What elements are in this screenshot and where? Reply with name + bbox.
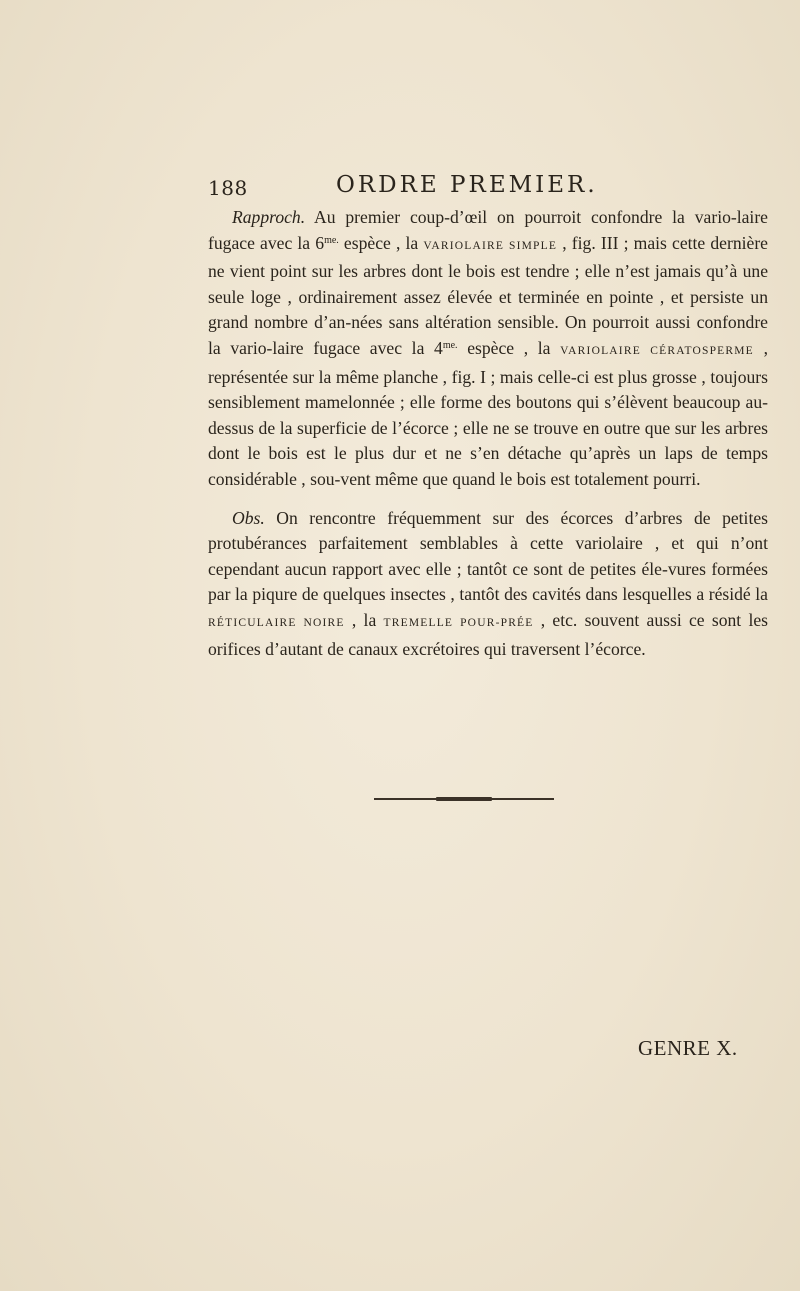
running-head [208,172,768,206]
running-title: ORDRE PREMIER. [336,172,598,198]
species-name: VARIOLAIRE SIMPLE [423,239,558,252]
page-number: 188 [208,176,248,200]
body-text [208,205,768,662]
species-name: VARIOLAIRE CÉRATOSPERME [560,344,754,357]
section-divider-rule [374,798,554,800]
paragraph-lead: Obs. [232,507,265,528]
catchword: GENRE X. [638,1036,738,1060]
paragraph-observations: Obs. On rencontre fréquemment sur des écorces d’arbres de petites protubérances parfaitement semblables à cette variolaire , et qui n’ont cependant aucun rapport avec elle ; tantôt ce sont de petites éle-vures formées par la piqure de quelques insectes , tantôt des cavités dans lesquelles a résidé la RÉTICULAIRE NOIRE , la TREMELLE POUR-PRÉE , etc. souvent aussi ce sont les orifices d’autant de canaux excrétoires qui traversent l’écorce. [208,507,768,659]
species-name: TREMELLE POUR-PRÉE [383,616,534,629]
paragraph-rapprochement: Rapproch. Au premier coup-d’œil on pourroit confondre la vario-laire fugace avec la $6^{me.}$ espèce , la VARIOLAIRE SIMPLE , fig. III ; mais cette dernière ne vient point sur les arbres dont le bois est tendre ; elle n’est jamais qu’à une seule loge , ordinairement assez élevée et terminée en pointe , et persiste un grand nombre d’an-nées sans altération sensible. On pourroit aussi confondre la vario-laire fugace avec la $4^{me.}$ espèce , la VARIOLAIRE CÉRATOSPERME , représentée sur la même planche , fig. I ; mais celle-ci est plus grosse , toujours sensiblement mamelonnée ; elle forme des boutons qui s’élèvent beaucoup au-dessus de la superficie de l’écorce ; elle ne se trouve en outre que sur les arbres dont le bois est le plus dur et ne s’en détache qu’après un laps de temps considérable , sou-vent même que quand le bois est totalement pourri. [208,207,768,489]
paragraph-lead: Rapproch. [232,207,306,227]
species-name: RÉTICULAIRE NOIRE [208,616,345,629]
